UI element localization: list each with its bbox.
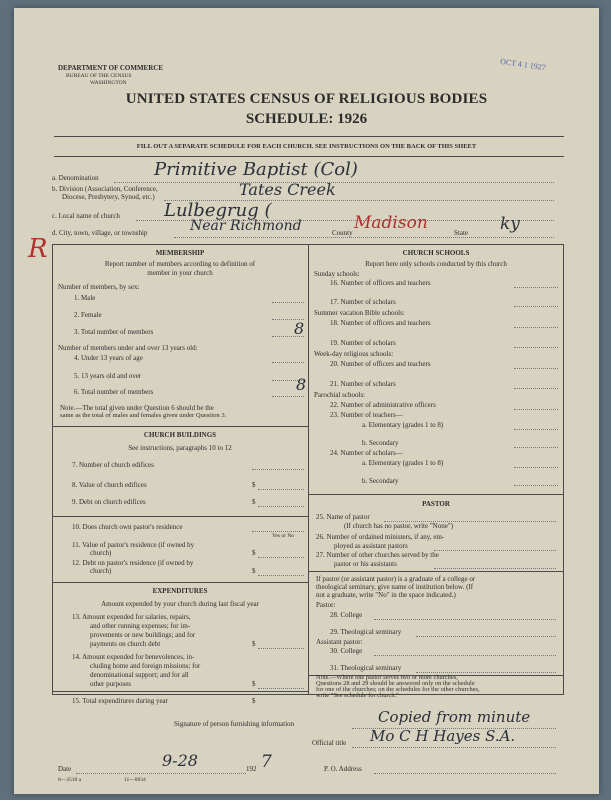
q13-dollar: $ — [252, 640, 256, 648]
po-address-label: P. O. Address — [324, 765, 362, 773]
city-town-label: d. City, town, village, or township — [52, 229, 148, 237]
local-name-label: c. Local name of church — [52, 212, 120, 220]
q8-dollar: $ — [252, 481, 256, 489]
q8-value: 8. Value of church edifices — [72, 481, 147, 489]
q20: 20. Number of officers and teachers — [330, 360, 431, 368]
received-stamp: OCT 4 1 1927 — [499, 56, 547, 73]
form-title: UNITED STATES CENSUS OF RELIGIOUS BODIES — [125, 91, 488, 107]
county-label: County — [332, 229, 353, 237]
q4-under-13: 4. Under 13 years of age — [74, 354, 143, 362]
city-value[interactable]: Near Richmond — [190, 218, 302, 234]
county-value[interactable]: Madison — [354, 213, 428, 233]
pastor-intro-3: not a graduate, write "No" in the space indicated.) — [316, 591, 456, 599]
summer-label: Summer vacation Bible schools: — [314, 309, 405, 317]
q30: 30. College — [330, 647, 363, 655]
schools-sub: Report here only schools conducted by this church — [365, 260, 507, 268]
form-subtitle: SCHEDULE: 1926 — [245, 111, 368, 127]
q27-line2: pastor or his assistants — [334, 560, 397, 568]
age-intro: Number of members under and over 13 years old: — [58, 344, 198, 352]
weekday-label: Week-day religious schools: — [314, 350, 394, 358]
by-sex-label: Number of members, by sex: — [58, 283, 140, 291]
membership-intro: Report number of members according to definition of — [104, 260, 256, 268]
pastor-intro: If pastor (or assistant pastor) is a graduate of a college or — [316, 575, 476, 583]
date-value[interactable]: 9-28 — [162, 751, 198, 770]
city-label: WASHINGTON — [90, 80, 127, 86]
q14-dollar: $ — [252, 680, 256, 688]
pastor-title: PASTOR — [422, 500, 450, 508]
q13-line3: provements or new buildings; and for — [90, 631, 196, 639]
signature-value[interactable]: Copied from minute — [378, 708, 531, 726]
membership-note: Note.—The total given under Question 6 should be the — [60, 404, 214, 412]
year-digit[interactable]: 7 — [261, 752, 272, 772]
q6-total: 6. Total number of members — [74, 388, 154, 396]
q2-female: 2. Female — [74, 311, 102, 319]
official-title-value[interactable]: Mo C H Hayes S.A. — [370, 727, 516, 745]
q24b: b. Secondary — [362, 477, 399, 485]
q26-line2: ployed as assistant pastors — [334, 542, 408, 550]
q10-residence: 10. Does church own pastor's residence — [72, 523, 183, 531]
q19: 19. Number of scholars — [330, 339, 396, 347]
division-value[interactable]: Tates Creek — [239, 180, 336, 199]
expenditures-title: EXPENDITURES — [152, 587, 208, 595]
q23b: b. Secondary — [362, 439, 399, 447]
margin-mark: R — [28, 234, 48, 264]
q23: 23. Number of teachers— — [330, 411, 403, 419]
official-title-label: Official title — [312, 739, 347, 747]
q12-residence-debt: 12. Debt on pastor's residence (if owned by — [72, 559, 194, 567]
expenditures-sub: Amount expended by your church during last fiscal year — [101, 600, 259, 608]
membership-title: MEMBERSHIP — [155, 249, 205, 257]
q17: 17. Number of scholars — [330, 298, 396, 306]
pastor-note: Note.—Where one pastor serves two or more churches, — [316, 674, 458, 681]
q5-13-and-over: 5. 13 years old and over — [74, 372, 142, 380]
q11-residence-value: 11. Value of pastor's residence (if owned by — [72, 541, 195, 549]
q23a: a. Elementary (grades 1 to 8) — [362, 421, 444, 429]
census-form — [14, 8, 599, 794]
q13-line2: and other running expenses; for im- — [90, 622, 191, 630]
state-label: State — [454, 229, 468, 237]
q27: 27. Number of other churches served by the — [316, 551, 439, 559]
q25: 25. Name of pastor — [316, 513, 370, 521]
membership-intro-2: member in your church — [147, 269, 213, 277]
pastor-label: Pastor: — [316, 601, 336, 609]
q9-dollar: $ — [252, 498, 256, 506]
q14-line1: 14. Amount expended for benevolences, in- — [72, 653, 195, 661]
date-label: Date — [58, 765, 72, 773]
q22: 22. Number of administrative officers — [330, 401, 436, 409]
form-number: 8—3518 a — [58, 777, 82, 783]
q11-church: church) — [90, 549, 112, 557]
q3-total: 3. Total number of members — [74, 328, 154, 336]
yes-no-hint: Yes or No — [272, 533, 295, 539]
q14-line4: other purposes — [90, 680, 132, 688]
dept-label: DEPARTMENT OF COMMERCE — [58, 64, 164, 72]
bureau-label: BUREAU OF THE CENSUS — [66, 73, 132, 79]
pastor-note-4: write "See schedule for church." — [316, 692, 399, 699]
pastor-note-3: for one of the churches; on the schedules for the other churches, — [316, 686, 480, 693]
year-prefix: 192 — [246, 765, 257, 773]
division-label: b. Division (Association, Conference, — [52, 185, 158, 193]
q31: 31. Theological seminary — [330, 664, 402, 672]
q7-edifices: 7. Number of church edifices — [72, 461, 154, 469]
denomination-value[interactable]: Primitive Baptist (Col) — [154, 159, 358, 180]
print-number: 11—0034 — [124, 777, 146, 783]
q14-line3: denominational support; and for all — [90, 671, 189, 679]
parochial-label: Parochial schools: — [314, 391, 366, 399]
q12-dollar: $ — [252, 567, 256, 575]
q26: 26. Number of ordained ministers, if any, em- — [316, 533, 445, 541]
state-value[interactable]: ky — [500, 214, 520, 234]
q15-dollar: $ — [252, 697, 256, 705]
sunday-label: Sunday schools: — [314, 270, 360, 278]
q11-dollar: $ — [252, 549, 256, 557]
q24: 24. Number of scholars— — [330, 449, 403, 457]
q25-hint: (If church has no pastor, write "None") — [344, 522, 454, 530]
q13-line1: 13. Amount expended for salaries, repairs, — [72, 613, 191, 621]
q16: 16. Number of officers and teachers — [330, 279, 431, 287]
separate-schedule-instruction: FILL OUT A SEPARATE SCHEDULE FOR EACH CHURCH. SEE INSTRUCTIONS ON THE BACK OF THIS SHEET — [136, 143, 477, 150]
local-name-value[interactable]: Lulbegrug ( — [164, 200, 272, 221]
q9-debt: 9. Debt on church edifices — [72, 498, 146, 506]
assistant-label: Assistant pastor: — [316, 638, 363, 646]
q13-line4: payments on church debt — [90, 640, 161, 648]
pastor-intro-2: theological seminary, give name of institution below. (If — [316, 583, 474, 591]
q21: 21. Number of scholars — [330, 380, 396, 388]
q14-line2: cluding home and foreign missions; for — [90, 662, 201, 670]
buildings-title: CHURCH BUILDINGS — [143, 431, 217, 439]
signature-label: Signature of person furnishing information — [174, 720, 295, 728]
schools-title: CHURCH SCHOOLS — [402, 249, 470, 257]
q29: 29. Theological seminary — [330, 628, 402, 636]
q1-male: 1. Male — [74, 294, 96, 302]
q18: 18. Number of officers and teachers — [330, 319, 431, 327]
buildings-sub: See instructions, paragraphs 10 to 12 — [128, 444, 232, 452]
q6-value[interactable]: 8 — [296, 375, 307, 394]
q12-church: church) — [90, 567, 112, 575]
q15-total: 15. Total expenditures during year — [72, 697, 168, 705]
q24a: a. Elementary (grades 1 to 8) — [362, 459, 444, 467]
q3-value[interactable]: 8 — [294, 319, 305, 338]
membership-note-2: same as the total of males and females given under Question 3. — [60, 412, 227, 419]
denomination-label: a. Denomination — [52, 174, 99, 182]
division-label-2: Diocese, Presbytery, Synod, etc.) — [62, 193, 155, 201]
pastor-note-2: Questions 28 and 29 should be answered only on the schedule — [316, 680, 475, 687]
q28: 28. College — [330, 611, 363, 619]
